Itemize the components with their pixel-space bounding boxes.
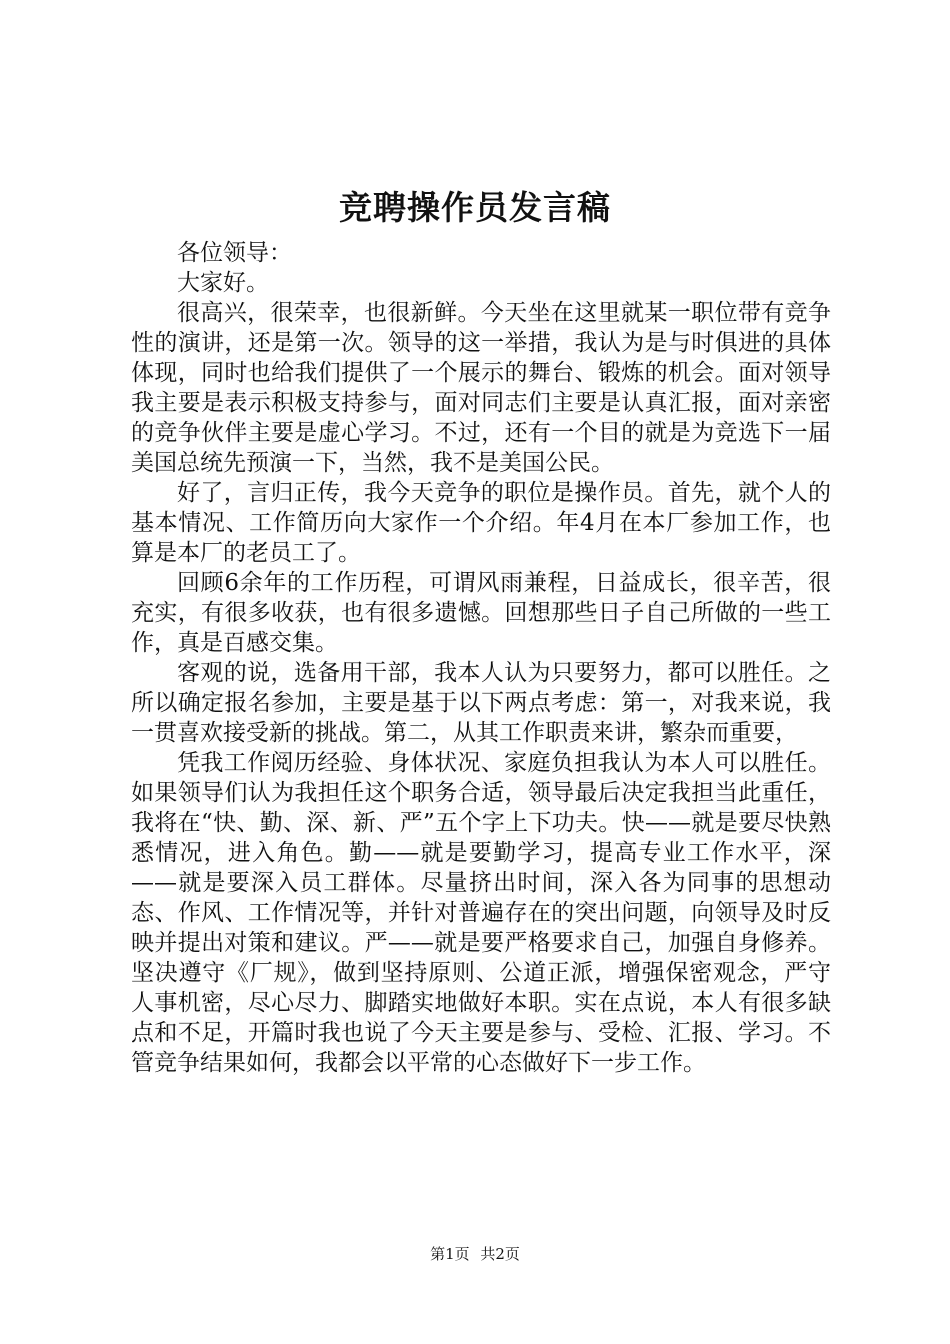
- paragraph-opening: 很高兴，很荣幸，也很新鲜。今天坐在这里就某一职位带有竞争性的演讲，还是第一次。领导的这一举措，我认为是与时俱进的具体体现，同时也给我们提供了一个展示的舞台、锻炼的机会。面对领导我主要是表示积极支持参与，面对同志们主要是认真汇报，面对亲密的竞争伙伴主要是虚心学习。不过，还有一个目的就是为竞选下一届美国总统先预演一下，当然，我不是美国公民。: [131, 300, 831, 476]
- page-number: 第1页: [430, 1245, 470, 1263]
- paragraph-introduction: 好了，言归正传，我今天竞争的职位是操作员。首先，就个人的基本情况、工作简历向大家作一个介绍。年4月在本厂参加工作，也算是本厂的老员工了。: [131, 480, 831, 566]
- page-footer: [0, 1243, 950, 1265]
- paragraph-review: 回顾6余年的工作历程，可谓风雨兼程，日益成长，很辛苦，很充实，有很多收获，也有很多遗憾。回想那些日子自己所做的一些工作，真是百感交集。: [131, 570, 831, 656]
- paragraph-reasons: 客观的说，选备用干部，我本人认为只要努力，都可以胜任。之所以确定报名参加，主要是基于以下两点考虑：第一，对我来说，我一贯喜欢接受新的挑战。第二，从其工作职责来讲，繁杂而重要，: [131, 660, 831, 746]
- greeting: 大家好。: [177, 270, 269, 296]
- paragraph-commitment: 凭我工作阅历经验、身体状况、家庭负担我认为本人可以胜任。如果领导们认为我担任这个职务合适，领导最后决定我担当此重任，我将在“快、勤、深、新、严”五个字上下功夫。快——就是要尽快熟悉情况，进入角色。勤——就是要勤学习，提高专业工作水平，深——就是要深入员工群体。尽量挤出时间，深入各为同事的思想动态、作风、工作情况等，并针对普遍存在的突出问题，向领导及时反映并提出对策和建议。严——就是要严格要求自己，加强自身修养。坚决遵守《厂规》，做到坚持原则、公道正派，增强保密观念，严守人事机密，尽心尽力、脚踏实地做好本职。实在点说，本人有很多缺点和不足，开篇时我也说了今天主要是参与、受检、汇报、学习。不管竞争结果如何，我都会以平常的心态做好下一步工作。: [131, 750, 831, 1076]
- document-title: 竞聘操作员发言稿: [339, 188, 611, 227]
- salutation: 各位领导：: [177, 240, 292, 266]
- document-body: [131, 238, 831, 1078]
- page-total: 共2页: [480, 1245, 520, 1263]
